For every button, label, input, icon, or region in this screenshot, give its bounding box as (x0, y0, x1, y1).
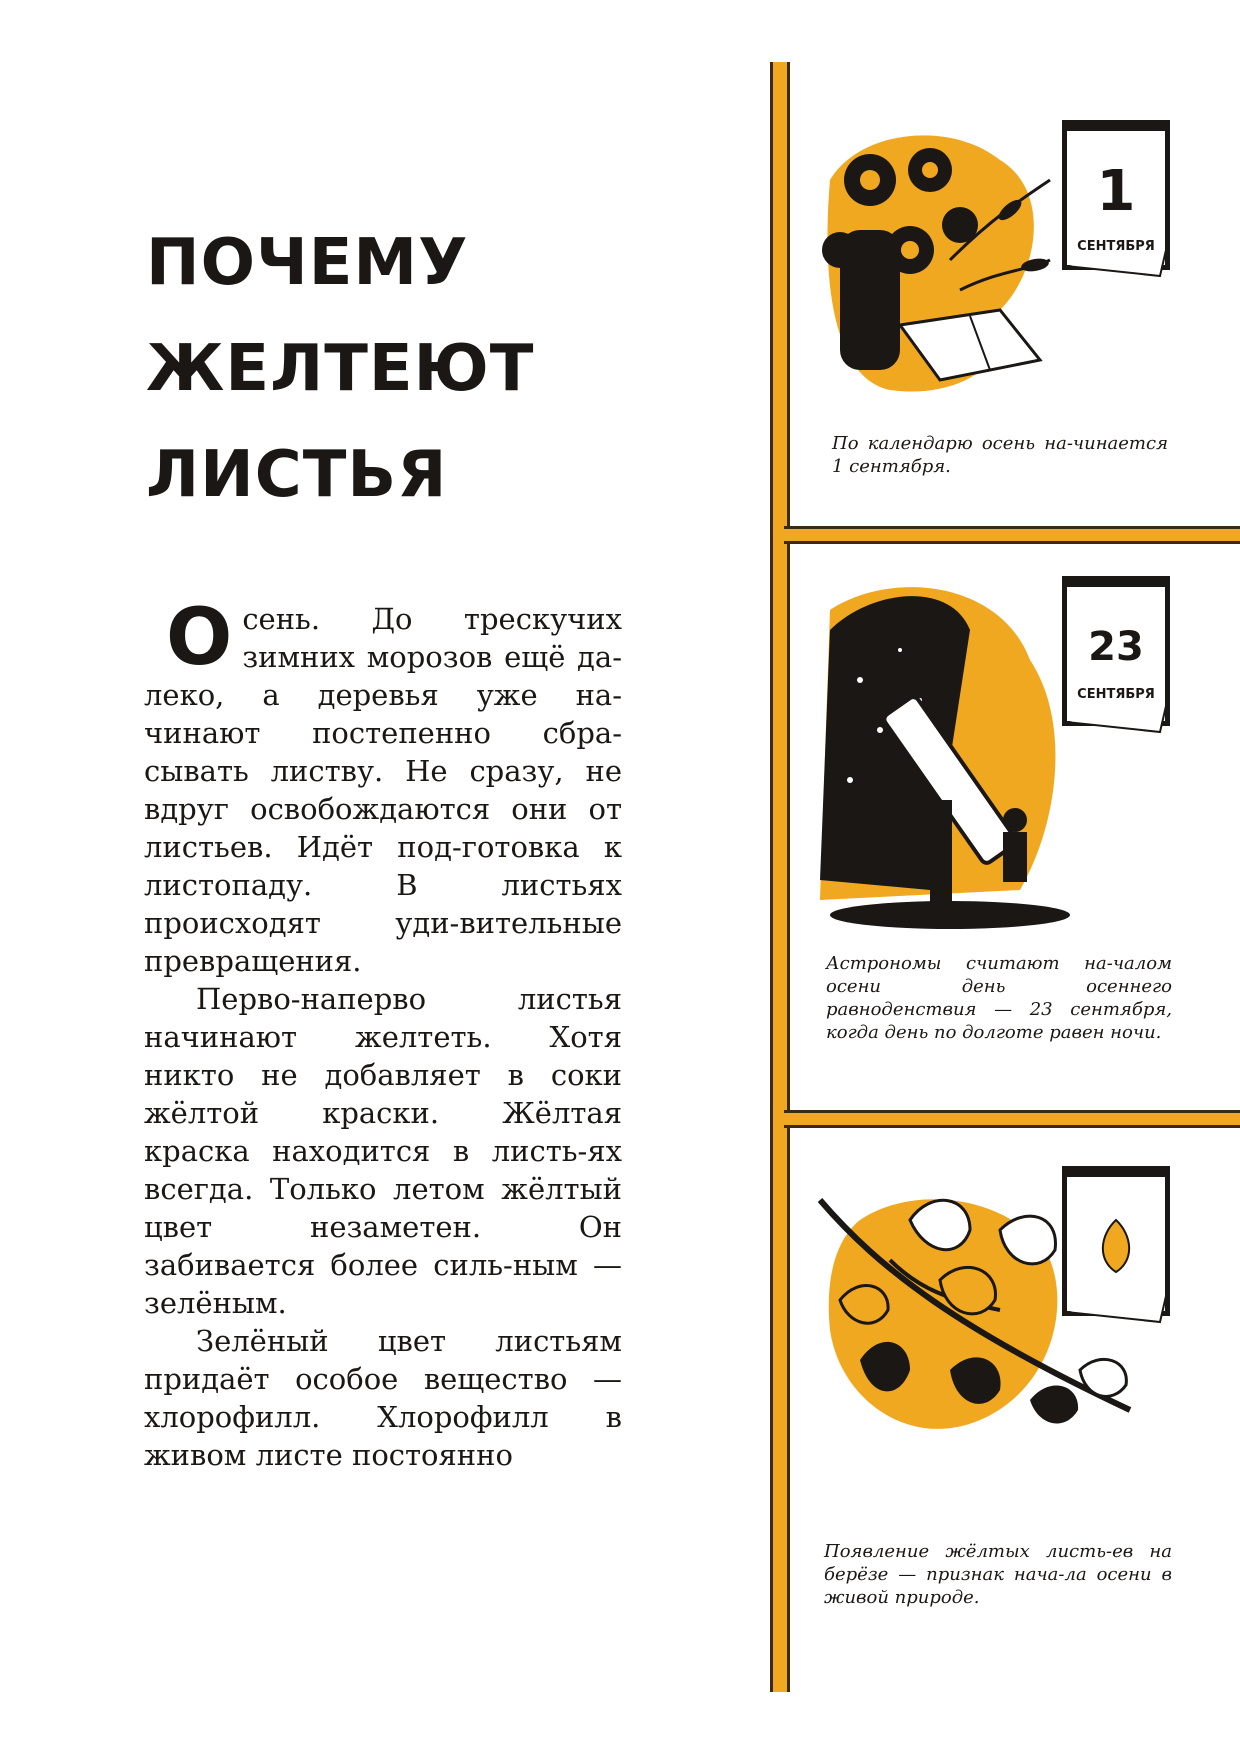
paragraph-2: Перво-наперво листья начинают желтеть. Хотя никто не добавляет в соки жёлтой краски. Жёлтая краска находится в листь-ях всегда. Только летом жёлтый цвет незаметен. Он забивается более силь-ным — зелёным. (144, 982, 622, 1320)
calendar-1-day: 1 (1096, 159, 1136, 224)
calendar-23-day: 23 (1088, 624, 1144, 670)
article-body (144, 593, 622, 1474)
paragraph-1-text: сень. До трескучих зимних морозов ещё да-леко, а деревья уже на-чинают постепенно сбра-сывать листву. Не сразу, не вдруг освобождаются они от листьев. Идёт под-готовка к листопаду. В листьях происходят уди-вительные превращения. (144, 602, 622, 978)
calendar-23-month: СЕНТЯБРЯ (1077, 687, 1155, 702)
page-title (146, 210, 566, 528)
flowers-book-illustration (800, 100, 1200, 410)
illustration-panel-2 (800, 570, 1200, 1044)
title-line-2: ЖЕЛТЕЮТ (146, 332, 535, 406)
horizontal-divider-1 (784, 526, 1240, 544)
paragraph-3: Зелёный цвет листьям придаёт особое вещество — хлорофилл. Хлорофилл в живом листе постоянно (144, 1324, 622, 1472)
calendar-1-icon (1062, 120, 1170, 276)
calendar-23-icon (1062, 576, 1170, 732)
caption-3: Появление жёлтых листь-ев на берёзе — признак нача-ла осени в живой природе. (824, 1541, 1172, 1608)
drop-cap: О (166, 593, 233, 683)
birch-leaves-illustration (800, 1160, 1200, 1460)
title-line-3: ЛИСТЬЯ (146, 438, 448, 512)
caption-1: По календарю осень на-чинается 1 сентября. (832, 433, 1168, 477)
horizontal-divider-2 (784, 1110, 1240, 1128)
title-line-1: ПОЧЕМУ (146, 226, 469, 300)
calendar-1-month: СЕНТЯБРЯ (1077, 239, 1155, 254)
paragraph-1 (144, 593, 622, 980)
telescope-illustration (800, 570, 1200, 940)
illustration-panel-1 (800, 100, 1200, 478)
vertical-rail (770, 62, 790, 1692)
caption-2: Астрономы считают на-чалом осени день осеннего равноденствия — 23 сентября, когда день по долготе равен ночи. (826, 953, 1172, 1043)
calendar-leaf-icon (1062, 1166, 1170, 1322)
illustration-panel-3 (800, 1160, 1200, 1609)
